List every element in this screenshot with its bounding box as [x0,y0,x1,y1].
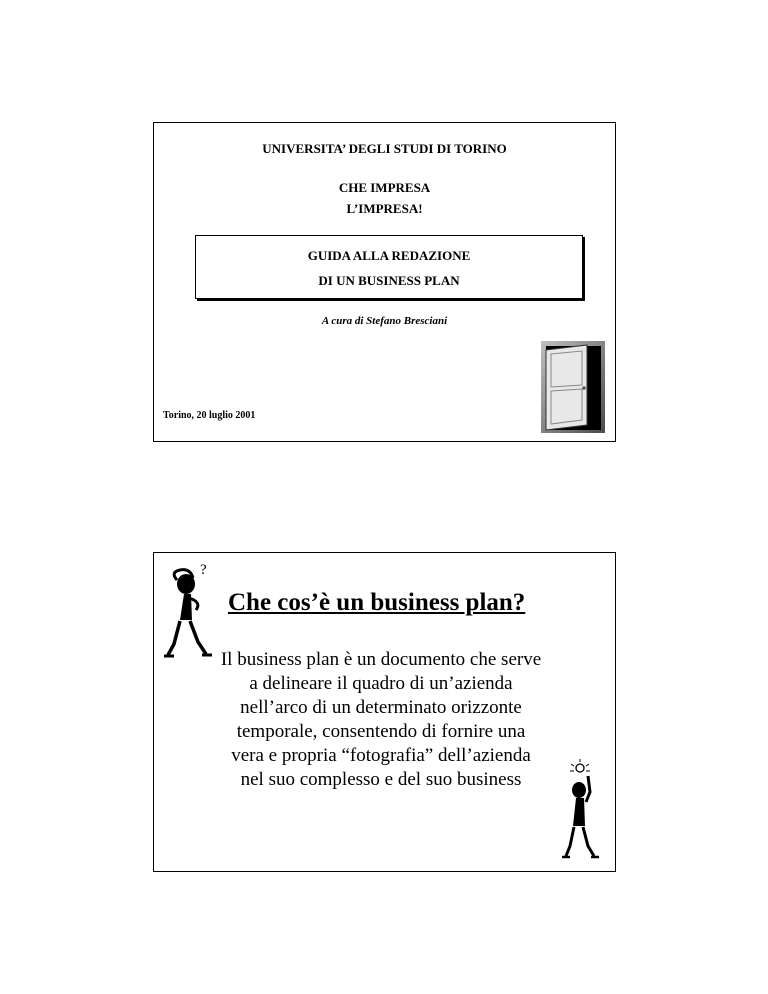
title-line-1: GUIDA ALLA REDAZIONE [307,248,471,263]
question-mark-text: ? [200,562,207,578]
slide-heading: Che cos’è un business plan? [228,589,526,616]
definition-text: Il business plan è un documento che serve a delineare il quadro di un’azienda nell’arco di un determinato orizzonte temporale, consentendo di fornire una vera e propria “fotografia” dell’azienda nel suo complesso e del suo business [220,649,542,790]
title-line-2: DI UN BUSINESS PLAN [318,273,460,288]
slide-definition [153,552,616,872]
slide-title [153,122,616,442]
university-name: UNIVERSITA’ DEGLI STUDI DI TORINO [262,141,507,156]
author-credit: A cura di Stefano Bresciani [321,315,448,327]
open-door-icon [541,341,605,433]
title-box [195,235,583,299]
idea-person-icon [562,756,602,862]
date-location: Torino, 20 luglio 2001 [163,410,256,421]
subtitle-line-2: L’IMPRESA! [346,201,423,216]
subtitle-line-1: CHE IMPRESA [338,180,431,195]
thinking-person-icon [162,558,218,666]
